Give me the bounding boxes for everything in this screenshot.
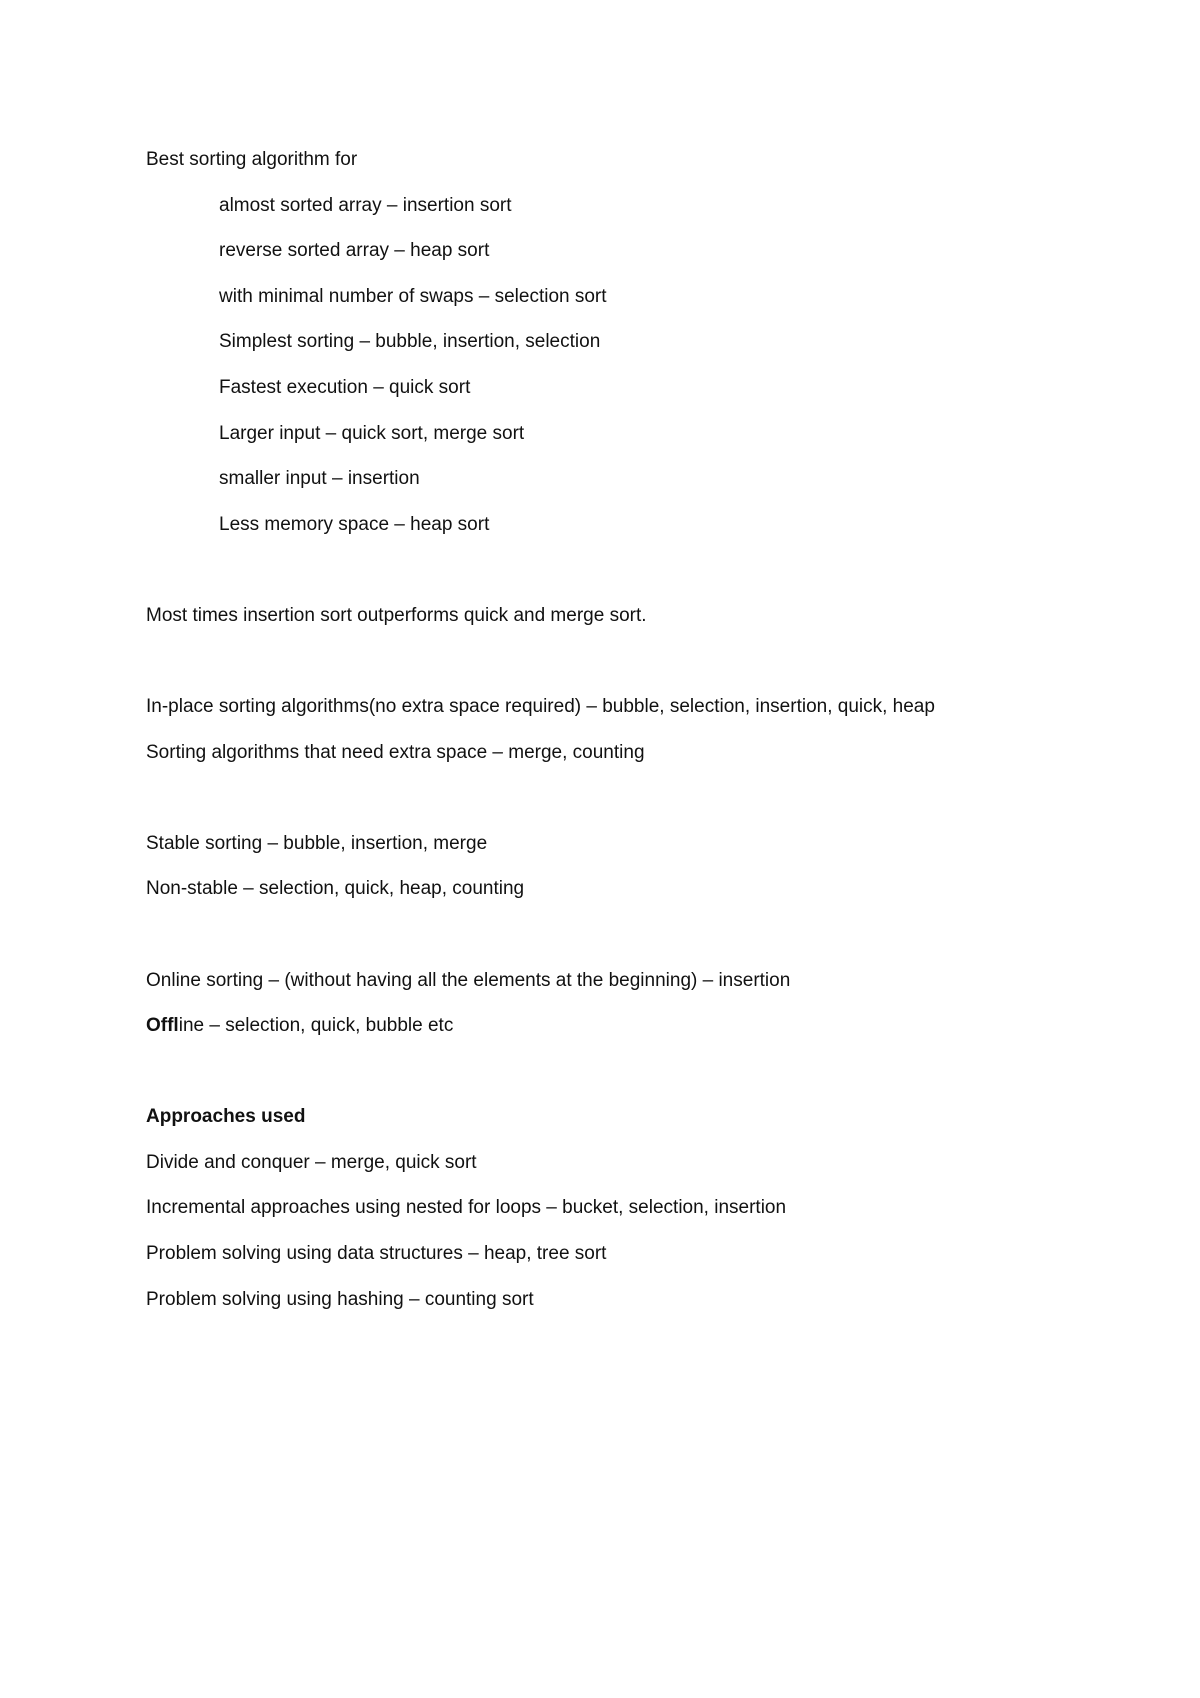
sorting-item: almost sorted array – insertion sort bbox=[219, 195, 512, 216]
approach-item: Divide and conquer – merge, quick sort bbox=[146, 1152, 477, 1173]
in-place-line: In-place sorting algorithms(no extra space required) – bubble, selection, insertion, quick, heap bbox=[146, 696, 935, 717]
online-line: Online sorting – (without having all the elements at the beginning) – insertion bbox=[146, 970, 791, 991]
approach-item: Problem solving using hashing – counting sort bbox=[146, 1289, 534, 1310]
approaches-heading: Approaches used bbox=[146, 1106, 306, 1127]
offline-line bbox=[146, 1016, 453, 1035]
sorting-item: reverse sorted array – heap sort bbox=[219, 240, 490, 261]
sorting-item: Larger input – quick sort, merge sort bbox=[219, 423, 525, 444]
sorting-item: Simplest sorting – bubble, insertion, selection bbox=[219, 331, 601, 352]
sorting-item: Less memory space – heap sort bbox=[219, 514, 490, 535]
sorting-item: smaller input – insertion bbox=[219, 468, 420, 489]
extra-space-line: Sorting algorithms that need extra space – merge, counting bbox=[146, 742, 645, 763]
performance-note: Most times insertion sort outperforms quick and merge sort. bbox=[146, 605, 647, 626]
sorting-item: with minimal number of swaps – selection sort bbox=[219, 286, 607, 307]
sorting-heading: Best sorting algorithm for bbox=[146, 149, 358, 170]
approach-item: Incremental approaches using nested for loops – bucket, selection, insertion bbox=[146, 1197, 787, 1218]
offline-rest: ine – selection, quick, bubble etc bbox=[178, 1015, 454, 1036]
non-stable-line: Non-stable – selection, quick, heap, counting bbox=[146, 878, 525, 899]
approach-item: Problem solving using data structures – heap, tree sort bbox=[146, 1243, 607, 1264]
stable-line: Stable sorting – bubble, insertion, merge bbox=[146, 833, 488, 854]
sorting-item: Fastest execution – quick sort bbox=[219, 377, 471, 398]
offline-label: Offl bbox=[146, 1015, 179, 1036]
